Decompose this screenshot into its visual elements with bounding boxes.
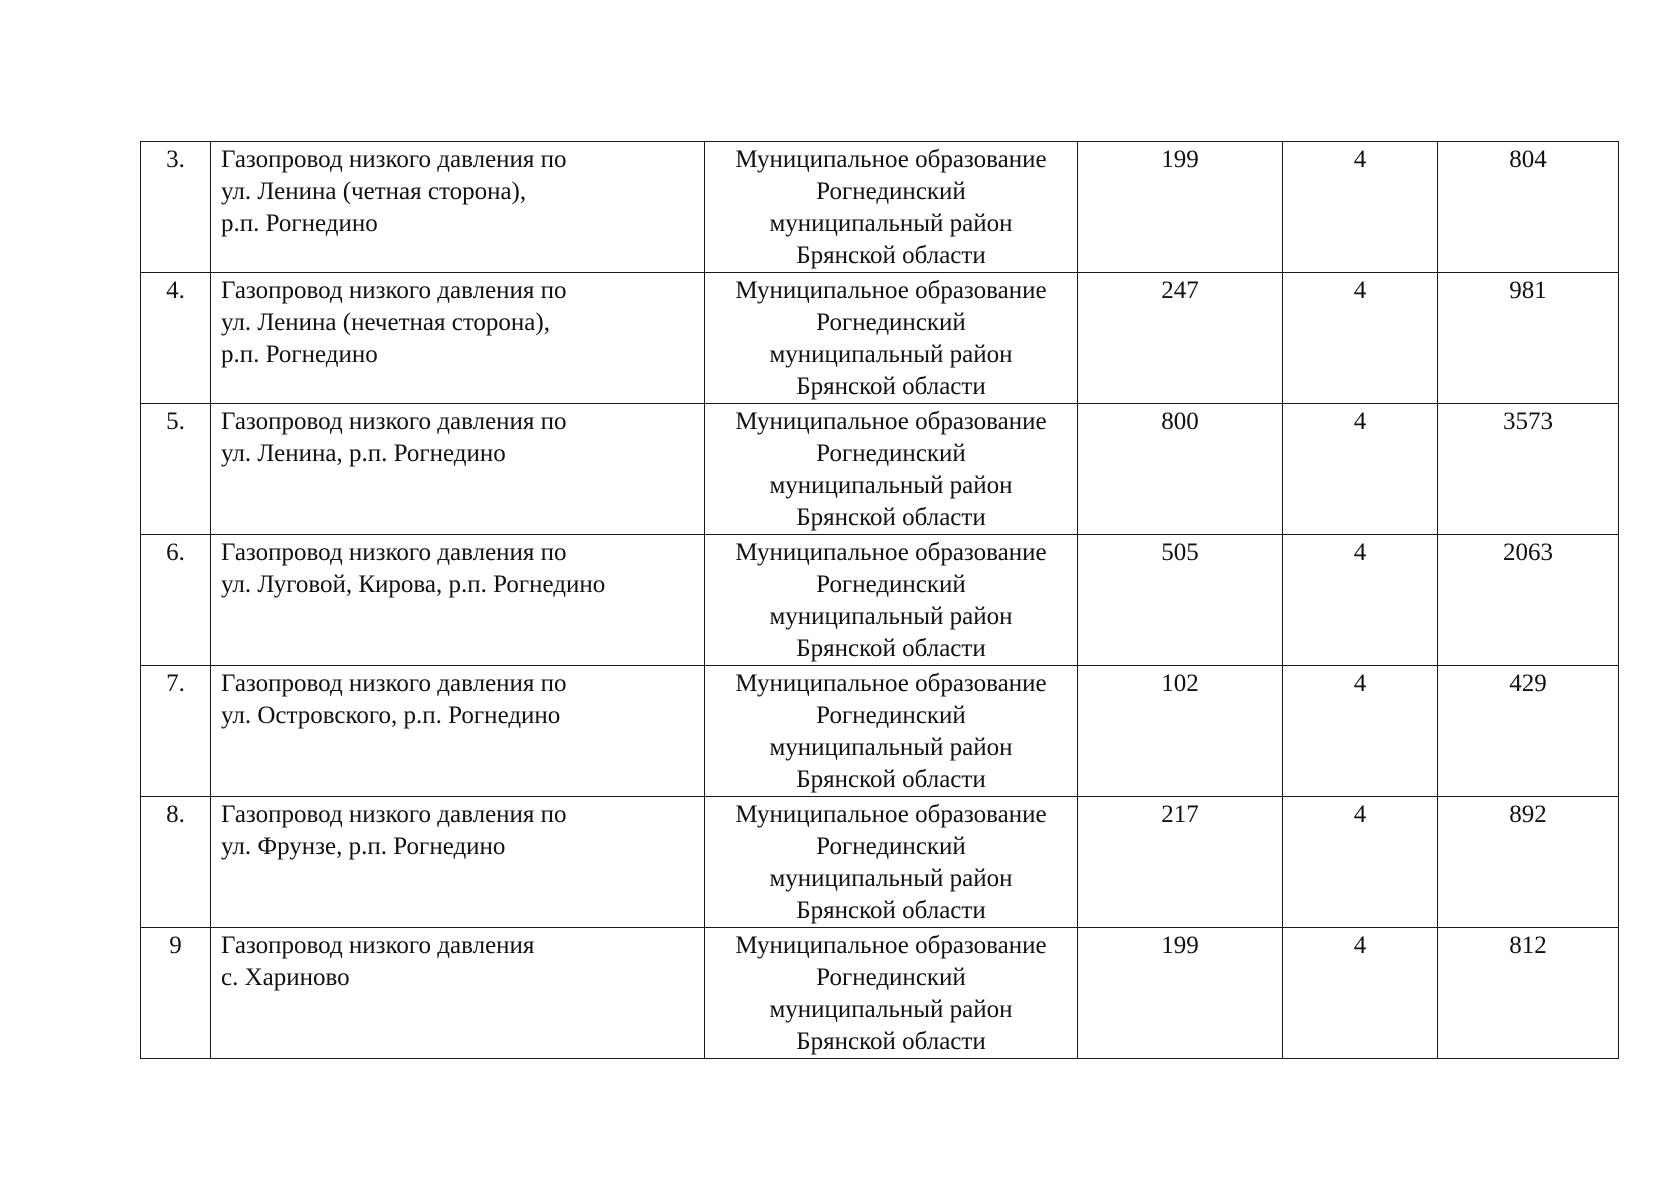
table-row [141, 928, 1619, 1059]
owner-line: Рогнединский [816, 178, 966, 205]
table-row [141, 404, 1619, 535]
row-number-cell [141, 797, 211, 928]
table-body [141, 142, 1619, 1059]
pressure-value: 4 [1353, 277, 1367, 304]
gas-pipeline-table [140, 141, 1619, 1059]
cost-value: 3573 [1503, 408, 1553, 435]
length-value-cell [1078, 273, 1283, 404]
pipeline-name-line: ул. Фрунзе, р.п. Рогнедино [221, 833, 506, 860]
owner-line: Брянской области [796, 242, 986, 269]
pressure-value-cell [1283, 666, 1438, 797]
cost-value: 2063 [1503, 539, 1553, 566]
pipeline-name-line: р.п. Рогнедино [221, 341, 378, 368]
owner-cell [705, 273, 1078, 404]
pipeline-name-line: ул. Ленина (нечетная сторона), [221, 309, 550, 336]
cost-value: 812 [1509, 932, 1547, 959]
owner-cell [705, 797, 1078, 928]
owner-line: Рогнединский [816, 964, 966, 991]
pipeline-name-cell [211, 273, 705, 404]
cost-value: 804 [1509, 146, 1547, 173]
owner-line: Рогнединский [816, 702, 966, 729]
cost-value: 981 [1509, 277, 1547, 304]
pipeline-name-cell [211, 928, 705, 1059]
pressure-value-cell [1283, 797, 1438, 928]
pipeline-name-line: р.п. Рогнедино [221, 210, 378, 237]
pressure-value-cell [1283, 142, 1438, 273]
pipeline-name-line: Газопровод низкого давления по [221, 277, 567, 304]
pressure-value: 4 [1353, 801, 1367, 828]
pipeline-name-line: Газопровод низкого давления [221, 932, 535, 959]
owner-cell [705, 666, 1078, 797]
cost-value-cell [1438, 928, 1619, 1059]
owner-line: муниципальный район [769, 734, 1013, 761]
owner-line: Муниципальное образование [735, 932, 1047, 959]
owner-line: Муниципальное образование [735, 801, 1047, 828]
cost-value-cell [1438, 404, 1619, 535]
length-value: 217 [1161, 801, 1199, 828]
pressure-value: 4 [1353, 932, 1367, 959]
owner-line: Рогнединский [816, 833, 966, 860]
cost-value-cell [1438, 666, 1619, 797]
length-value-cell [1078, 928, 1283, 1059]
row-number-cell [141, 928, 211, 1059]
pipeline-name-cell [211, 535, 705, 666]
row-number: 9 [169, 932, 182, 959]
row-number-cell [141, 404, 211, 535]
row-number-cell [141, 142, 211, 273]
pressure-value: 4 [1353, 539, 1367, 566]
pipeline-name-line: ул. Островского, р.п. Рогнедино [221, 702, 561, 729]
owner-line: Брянской области [796, 1028, 986, 1055]
length-value: 505 [1161, 539, 1199, 566]
length-value-cell [1078, 142, 1283, 273]
owner-line: Муниципальное образование [735, 408, 1047, 435]
length-value: 247 [1161, 277, 1199, 304]
row-number-cell [141, 273, 211, 404]
pressure-value: 4 [1353, 670, 1367, 697]
length-value: 199 [1161, 146, 1199, 173]
pipeline-name-line: Газопровод низкого давления по [221, 539, 567, 566]
owner-line: Муниципальное образование [735, 146, 1047, 173]
pipeline-name-line: Газопровод низкого давления по [221, 408, 567, 435]
owner-line: Брянской области [796, 635, 986, 662]
cost-value-cell [1438, 273, 1619, 404]
table-row [141, 797, 1619, 928]
table-row [141, 535, 1619, 666]
cost-value: 892 [1509, 801, 1547, 828]
length-value-cell [1078, 797, 1283, 928]
pressure-value-cell [1283, 928, 1438, 1059]
pressure-value-cell [1283, 273, 1438, 404]
row-number: 6. [166, 539, 185, 566]
row-number: 7. [166, 670, 185, 697]
owner-line: Рогнединский [816, 440, 966, 467]
pipeline-name-cell [211, 142, 705, 273]
owner-line: Брянской области [796, 373, 986, 400]
owner-line: муниципальный район [769, 603, 1013, 630]
pipeline-name-line: с. Хариново [221, 964, 350, 991]
length-value-cell [1078, 535, 1283, 666]
owner-line: Муниципальное образование [735, 539, 1047, 566]
pipeline-name-cell [211, 404, 705, 535]
owner-cell [705, 404, 1078, 535]
owner-cell [705, 142, 1078, 273]
owner-line: муниципальный район [769, 210, 1013, 237]
pipeline-name-cell [211, 666, 705, 797]
length-value: 199 [1161, 932, 1199, 959]
table-row [141, 142, 1619, 273]
pipeline-name-line: Газопровод низкого давления по [221, 801, 567, 828]
length-value: 800 [1161, 408, 1199, 435]
owner-line: муниципальный район [769, 341, 1013, 368]
pipeline-name-line: ул. Ленина (четная сторона), [221, 178, 527, 205]
cost-value-cell [1438, 142, 1619, 273]
pipeline-name-line: Газопровод низкого давления по [221, 670, 567, 697]
owner-line: Муниципальное образование [735, 277, 1047, 304]
row-number: 4. [166, 277, 185, 304]
pipeline-name-line: ул. Ленина, р.п. Рогнедино [221, 440, 506, 467]
pressure-value-cell [1283, 535, 1438, 666]
row-number: 3. [166, 146, 185, 173]
owner-cell [705, 928, 1078, 1059]
table-row [141, 666, 1619, 797]
table-row [141, 273, 1619, 404]
row-number-cell [141, 535, 211, 666]
row-number: 5. [166, 408, 185, 435]
cost-value-cell [1438, 797, 1619, 928]
owner-line: Муниципальное образование [735, 670, 1047, 697]
length-value: 102 [1161, 670, 1199, 697]
length-value-cell [1078, 404, 1283, 535]
cost-value: 429 [1509, 670, 1547, 697]
row-number: 8. [166, 801, 185, 828]
owner-line: Брянской области [796, 897, 986, 924]
pressure-value: 4 [1353, 408, 1367, 435]
pipeline-name-line: ул. Луговой, Кирова, р.п. Рогнедино [221, 571, 606, 598]
pipeline-name-cell [211, 797, 705, 928]
owner-line: муниципальный район [769, 865, 1013, 892]
pipeline-name-line: Газопровод низкого давления по [221, 146, 567, 173]
length-value-cell [1078, 666, 1283, 797]
pressure-value: 4 [1353, 146, 1367, 173]
owner-line: муниципальный район [769, 996, 1013, 1023]
owner-line: Рогнединский [816, 309, 966, 336]
owner-line: Рогнединский [816, 571, 966, 598]
owner-line: Брянской области [796, 766, 986, 793]
owner-cell [705, 535, 1078, 666]
owner-line: муниципальный район [769, 472, 1013, 499]
owner-line: Брянской области [796, 504, 986, 531]
cost-value-cell [1438, 535, 1619, 666]
row-number-cell [141, 666, 211, 797]
pressure-value-cell [1283, 404, 1438, 535]
